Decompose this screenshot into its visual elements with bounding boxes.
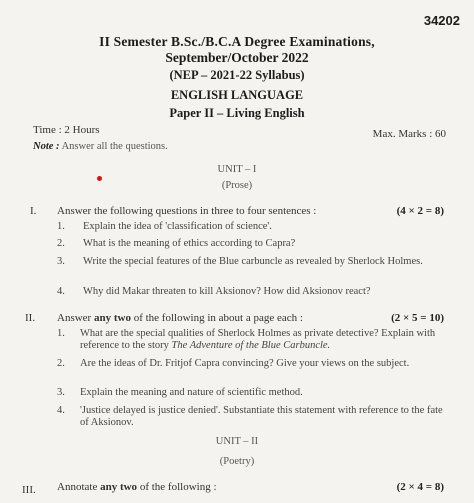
q3-text: Annotate any two of the following : — [57, 481, 217, 493]
unit2-subtitle: (Poetry) — [219, 456, 255, 467]
unit1-title: UNIT – I — [217, 164, 257, 175]
subject: ENGLISH LANGUAGE — [170, 88, 304, 102]
unit1-subtitle: (Prose) — [221, 180, 253, 191]
note — [33, 141, 168, 152]
unit2-title: UNIT – II — [215, 436, 259, 447]
q1-number: I. — [30, 205, 37, 217]
q2-item-num: 1. — [57, 328, 65, 339]
q2-item-text: Explain the meaning and nature of scientific method. — [80, 387, 303, 398]
q2-item-text: 'Justice delayed is justice denied'. Substantiate this statement with reference to the fate of Aksionov. — [80, 405, 443, 428]
q2-marks: (2 × 5 = 10) — [391, 312, 444, 324]
q1-item-num: 4. — [57, 286, 65, 297]
q1-item-text: Explain the idea of 'classification of science'. — [83, 221, 272, 232]
q1-text: Answer the following questions in three to four sentences : — [57, 205, 317, 217]
q2-number: II. — [25, 312, 36, 324]
paper-code: 34202 — [423, 13, 460, 28]
q2-item-num: 4. — [57, 405, 65, 416]
q1-marks: (4 × 2 = 8) — [396, 205, 444, 217]
q2-item-num: 3. — [57, 387, 65, 398]
q2-item-text: What are the special qualities of Sherlock Holmes as private detective? Explain with reference to the story The Adventure of the Blue Carbuncle. — [80, 328, 436, 351]
note-text: Answer all the questions. — [61, 141, 168, 152]
ink-dot — [97, 176, 102, 181]
q1-item-num: 1. — [57, 221, 65, 232]
q1-item-text: Write the special features of the Blue carbuncle as revealed by Sherlock Holmes. — [83, 256, 423, 267]
q1-item-text: Why did Makar threaten to kill Aksionov? How did Aksionov react? — [83, 286, 371, 297]
paper-title: Paper II – Living English — [169, 106, 305, 120]
note-label: Note : — [33, 141, 60, 152]
q1-item-num: 3. — [57, 256, 65, 267]
exam-session: September/October 2022 — [165, 50, 309, 65]
q2-item-num: 2. — [57, 358, 65, 369]
q1-item-text: What is the meaning of ethics according to Capra? — [83, 238, 296, 249]
time-allowed: Time : 2 Hours — [33, 124, 100, 136]
syllabus: (NEP – 2021-22 Syllabus) — [169, 68, 305, 82]
q2-item-text: Are the ideas of Dr. Fritjof Capra convincing? Give your views on the subject. — [80, 358, 410, 369]
q3-marks: (2 × 4 = 8) — [396, 481, 444, 493]
q3-number: III. — [22, 484, 36, 496]
q1-item-num: 2. — [57, 238, 65, 249]
q2-text: Answer any two of the following in about a page each : — [57, 312, 303, 324]
exam-title: II Semester B.Sc./B.C.A Degree Examinations, — [99, 34, 375, 49]
max-marks: Max. Marks : 60 — [372, 128, 446, 140]
